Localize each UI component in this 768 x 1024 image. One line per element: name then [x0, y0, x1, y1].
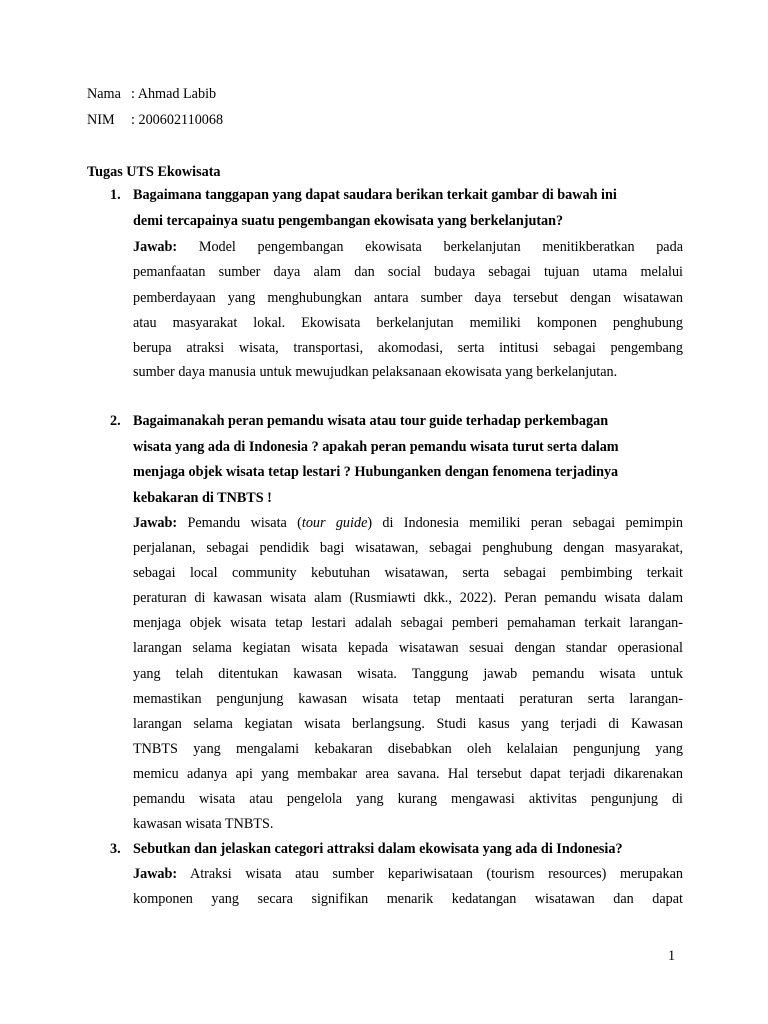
answer-line: kawasan wisata TNBTS. — [133, 816, 274, 832]
answer-line: TNBTS yang mengalami kebakaran disebabkan oleh kelalaian pengunjung yang — [133, 741, 683, 757]
answer-line: berupa atraksi wisata, transportasi, akomodasi, serta intitusi sebagai pengembang — [133, 340, 683, 356]
answer-line: memastikan pengunjung kawasan wisata tetap mentaati peraturan serta larangan- — [133, 691, 683, 707]
answer-text: Model pengembangan ekowisata berkelanjutan menitikberatkan pada — [177, 239, 683, 255]
answer-line: menjaga objek wisata tetap lestari adalah sebagai pemberi pemahaman terkait larangan- — [133, 615, 683, 631]
answer-label: Jawab: — [133, 239, 178, 255]
answer-line: komponen yang secara signifikan menarik kedatangan wisatawan dan dapat — [133, 891, 683, 907]
answer-line: perjalanan, sebagai pendidik bagi wisatawan, sebagai penghubung dengan masyarakat, — [133, 540, 683, 556]
nim-value: : 200602110068 — [131, 112, 224, 128]
nama-value: : Ahmad Labib — [131, 86, 217, 102]
answer-line: larangan selama kegiatan wisata berlangsung. Studi kasus yang terjadi di Kawasan — [133, 716, 683, 732]
answer-text: Atraksi wisata atau sumber kepariwisataan (tourism resources) merupakan — [177, 866, 683, 882]
answer-line: pemanfaatan sumber daya alam dan social budaya sebagai tujuan utama melalui — [133, 264, 683, 280]
nim-label: NIM — [87, 112, 115, 128]
answer-text: ) di Indonesia memiliki peran sebagai pemimpin — [367, 515, 683, 531]
document-title: Tugas UTS Ekowisata — [87, 164, 221, 180]
answer-line: atau masyarakat lokal. Ekowisata berkelanjutan memiliki komponen penghubung — [133, 315, 683, 331]
answer-line: pemandu wisata atau pengelola yang kurang mengawasi aktivitas pengunjung di — [133, 791, 683, 807]
question-text: Sebutkan dan jelaskan categori attraksi dalam ekowisata yang ada di Indonesia? — [133, 841, 623, 857]
question-number: 2. — [110, 413, 121, 429]
answer-text: Pemandu wisata ( — [177, 515, 302, 531]
answer-label: Jawab: — [133, 515, 178, 531]
question-text: kebakaran di TNBTS ! — [133, 490, 272, 506]
answer-label: Jawab: — [133, 866, 178, 882]
answer-line: yang telah ditentukan kawasan wisata. Tanggung jawab pemandu wisata untuk — [133, 666, 683, 682]
question-text: Bagaimanakah peran pemandu wisata atau tour guide terhadap perkembagan — [133, 413, 609, 429]
question-text: wisata yang ada di Indonesia ? apakah peran pemandu wisata turut serta dalam — [133, 439, 619, 455]
answer-line — [133, 237, 683, 257]
answer-line — [133, 513, 683, 533]
answer-line: sebagai local community kebutuhan wisatawan, serta sebagai pembimbing terkait — [133, 565, 683, 581]
answer-line — [133, 864, 683, 884]
nama-label: Nama — [87, 86, 121, 102]
question-number: 3. — [110, 841, 121, 857]
question-text: demi tercapainya suatu pengembangan ekowisata yang berkelanjutan? — [133, 213, 564, 229]
answer-line: memicu adanya api yang membakar area savana. Hal tersebut dapat terjadi dikarenakan — [133, 766, 683, 782]
question-text: Bagaimana tanggapan yang dapat saudara berikan terkait gambar di bawah ini — [133, 187, 617, 203]
answer-line: peraturan di kawasan wisata alam (Rusmiawti dkk., 2022). Peran pemandu wisata dalam — [133, 590, 683, 606]
question-text: menjaga objek wisata tetap lestari ? Hubunganken dengan fenomena terjadinya — [133, 464, 619, 480]
question-number: 1. — [110, 187, 121, 203]
answer-line: pemberdayaan yang menghubungkan antara sumber daya tersebut dengan wisatawan — [133, 290, 683, 306]
answer-line: sumber daya manusia untuk mewujudkan pelaksanaan ekowisata yang berkelanjutan. — [133, 364, 618, 380]
answer-line: larangan selama kegiatan wisata kepada wisatawan sesuai dengan standar operasional — [133, 640, 683, 656]
page-number: 1 — [668, 948, 676, 964]
answer-italic-text: tour guide — [301, 515, 368, 531]
